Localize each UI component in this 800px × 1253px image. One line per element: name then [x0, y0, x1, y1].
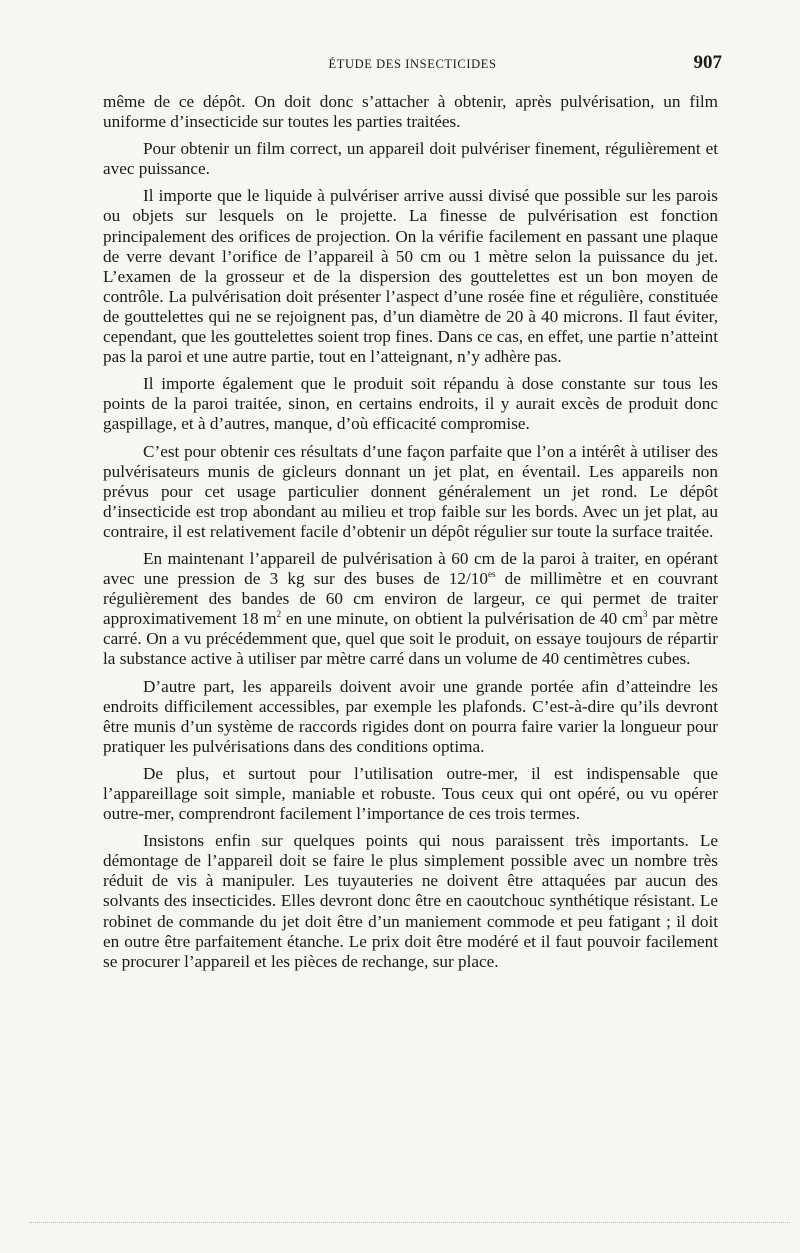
paragraph-4: Il importe également que le produit soit répandu à dose constante sur tous les points de la paroi traitée, sinon, en certains endroits, il y aurait excès de produit donc gaspillage, et à d’autres, manque, d’où efficacité compromise.	[103, 374, 718, 434]
pressure-text-2: de millimètre et en couvrant régulièrement des bandes de 60 cm environ de largeur, ce qui permet de traiter approximativement 18 m	[103, 569, 718, 629]
paragraph-5: C’est pour obtenir ces résultats d’une façon parfaite que l’on a intérêt à utiliser des pulvérisateurs munis de gicleurs donnant un jet plat, en éventail. Les appareils non prévus pour cet usage particulier donnent généralement un jet rond. Le dépôt d’insecticide est trop abondant au milieu et trop faible sur les bords. Avec un jet plat, au contraire, il est relativement facile d’obtenir un dépôt régulier sur toute la surface traitée.	[103, 441, 718, 541]
paragraph-3: Il importe que le liquide à pulvériser arrive aussi divisé que possible sur les parois ou objets sur lesquels on le projette. La finesse de pulvérisation est fonction principalement des orifices de projection. On la vérifie facilement en passant une plaque de verre devant l’orifice de l’appareil à 50 cm ou 1 mètre selon la puissance du jet. L’examen de la grosseur et de la dispersion des gouttelettes est un bon moyen de contrôle. La pulvérisation doit présenter l’aspect d’une rosée fine et régulière, constituée de gouttelettes qui ne se rejoignent pas, d’un diamètre de 20 à 40 microns. Il faut éviter, cependant, que les gouttelettes soient trop fines. Dans ce cas, en effet, une partie n’atteint pas la paroi et une autre partie, tout en l’atteignant, n’y adhère pas.	[103, 186, 718, 367]
paragraph-8: De plus, et surtout pour l’utilisation outre-mer, il est indispensable que l’appareillage soit simple, maniable et robuste. Tous ceux qui ont opéré, ou vu opérer outre-mer, comprendront facilement l’importance de ces trois termes.	[103, 763, 718, 824]
superscript-es: es	[487, 569, 496, 580]
scan-artifact-line	[30, 1222, 790, 1223]
paragraph-9: Insistons enfin sur quelques points qui nous paraissent très importants. Le démontage de l’appareil doit se faire le plus simplement possible avec un nombre très réduit de vis à manipuler. Les tuyauteries ne doivent être attaquées par aucun des solvants des insecticides. Elles devront donc être en caoutchouc synthétique résistant. Le robinet de commande du jet doit être d’un maniement commode et peu fatigant ; il doit en outre être parfaitement étanche. Le prix doit être modéré et il faut pouvoir facilement se procurer l’appareil et les pièces de rechange, sur place.	[103, 831, 718, 971]
paragraph-2: Pour obtenir un film correct, un appareil doit pulvériser finement, régulièrement et avec puissance.	[103, 139, 718, 179]
page-number: 907	[693, 52, 722, 73]
pressure-text-1: En maintenant l’appareil de pulvérisation à 60 cm de la paroi à traiter, en opérant avec une pression de 3 kg sur des buses de 12/10	[103, 548, 718, 589]
paragraph-6-pressure	[103, 549, 718, 670]
running-title: ÉTUDE DES INSECTICIDES	[328, 57, 497, 71]
superscript-cube: 3	[642, 609, 648, 620]
paragraph-1: même de ce dépôt. On doit donc s’attacher à obtenir, après pulvérisation, un film uniforme d’insecticide sur toutes les parties traitées.	[103, 92, 718, 132]
body-text	[103, 92, 718, 979]
pressure-text-4: par mètre carré. On a vu précédemment que, quel que soit le produit, on essaye toujours de répartir la substance active à utiliser par mètre carré dans un volume de 40 centimètres cubes.	[103, 609, 718, 669]
running-head	[103, 52, 722, 76]
paragraph-7: D’autre part, les appareils doivent avoir une grande portée afin d’atteindre les endroits difficilement accessibles, par exemple les plafonds. C’est-à-dire qu’ils devront être munis d’un système de raccords rigides dont on pourra faire varier la longueur pour pratiquer les pulvérisations dans des conditions optima.	[103, 676, 718, 756]
pressure-text-3: en une minute, on obtient la pulvérisation de 40 cm	[281, 609, 643, 629]
superscript-square: 2	[276, 609, 282, 620]
